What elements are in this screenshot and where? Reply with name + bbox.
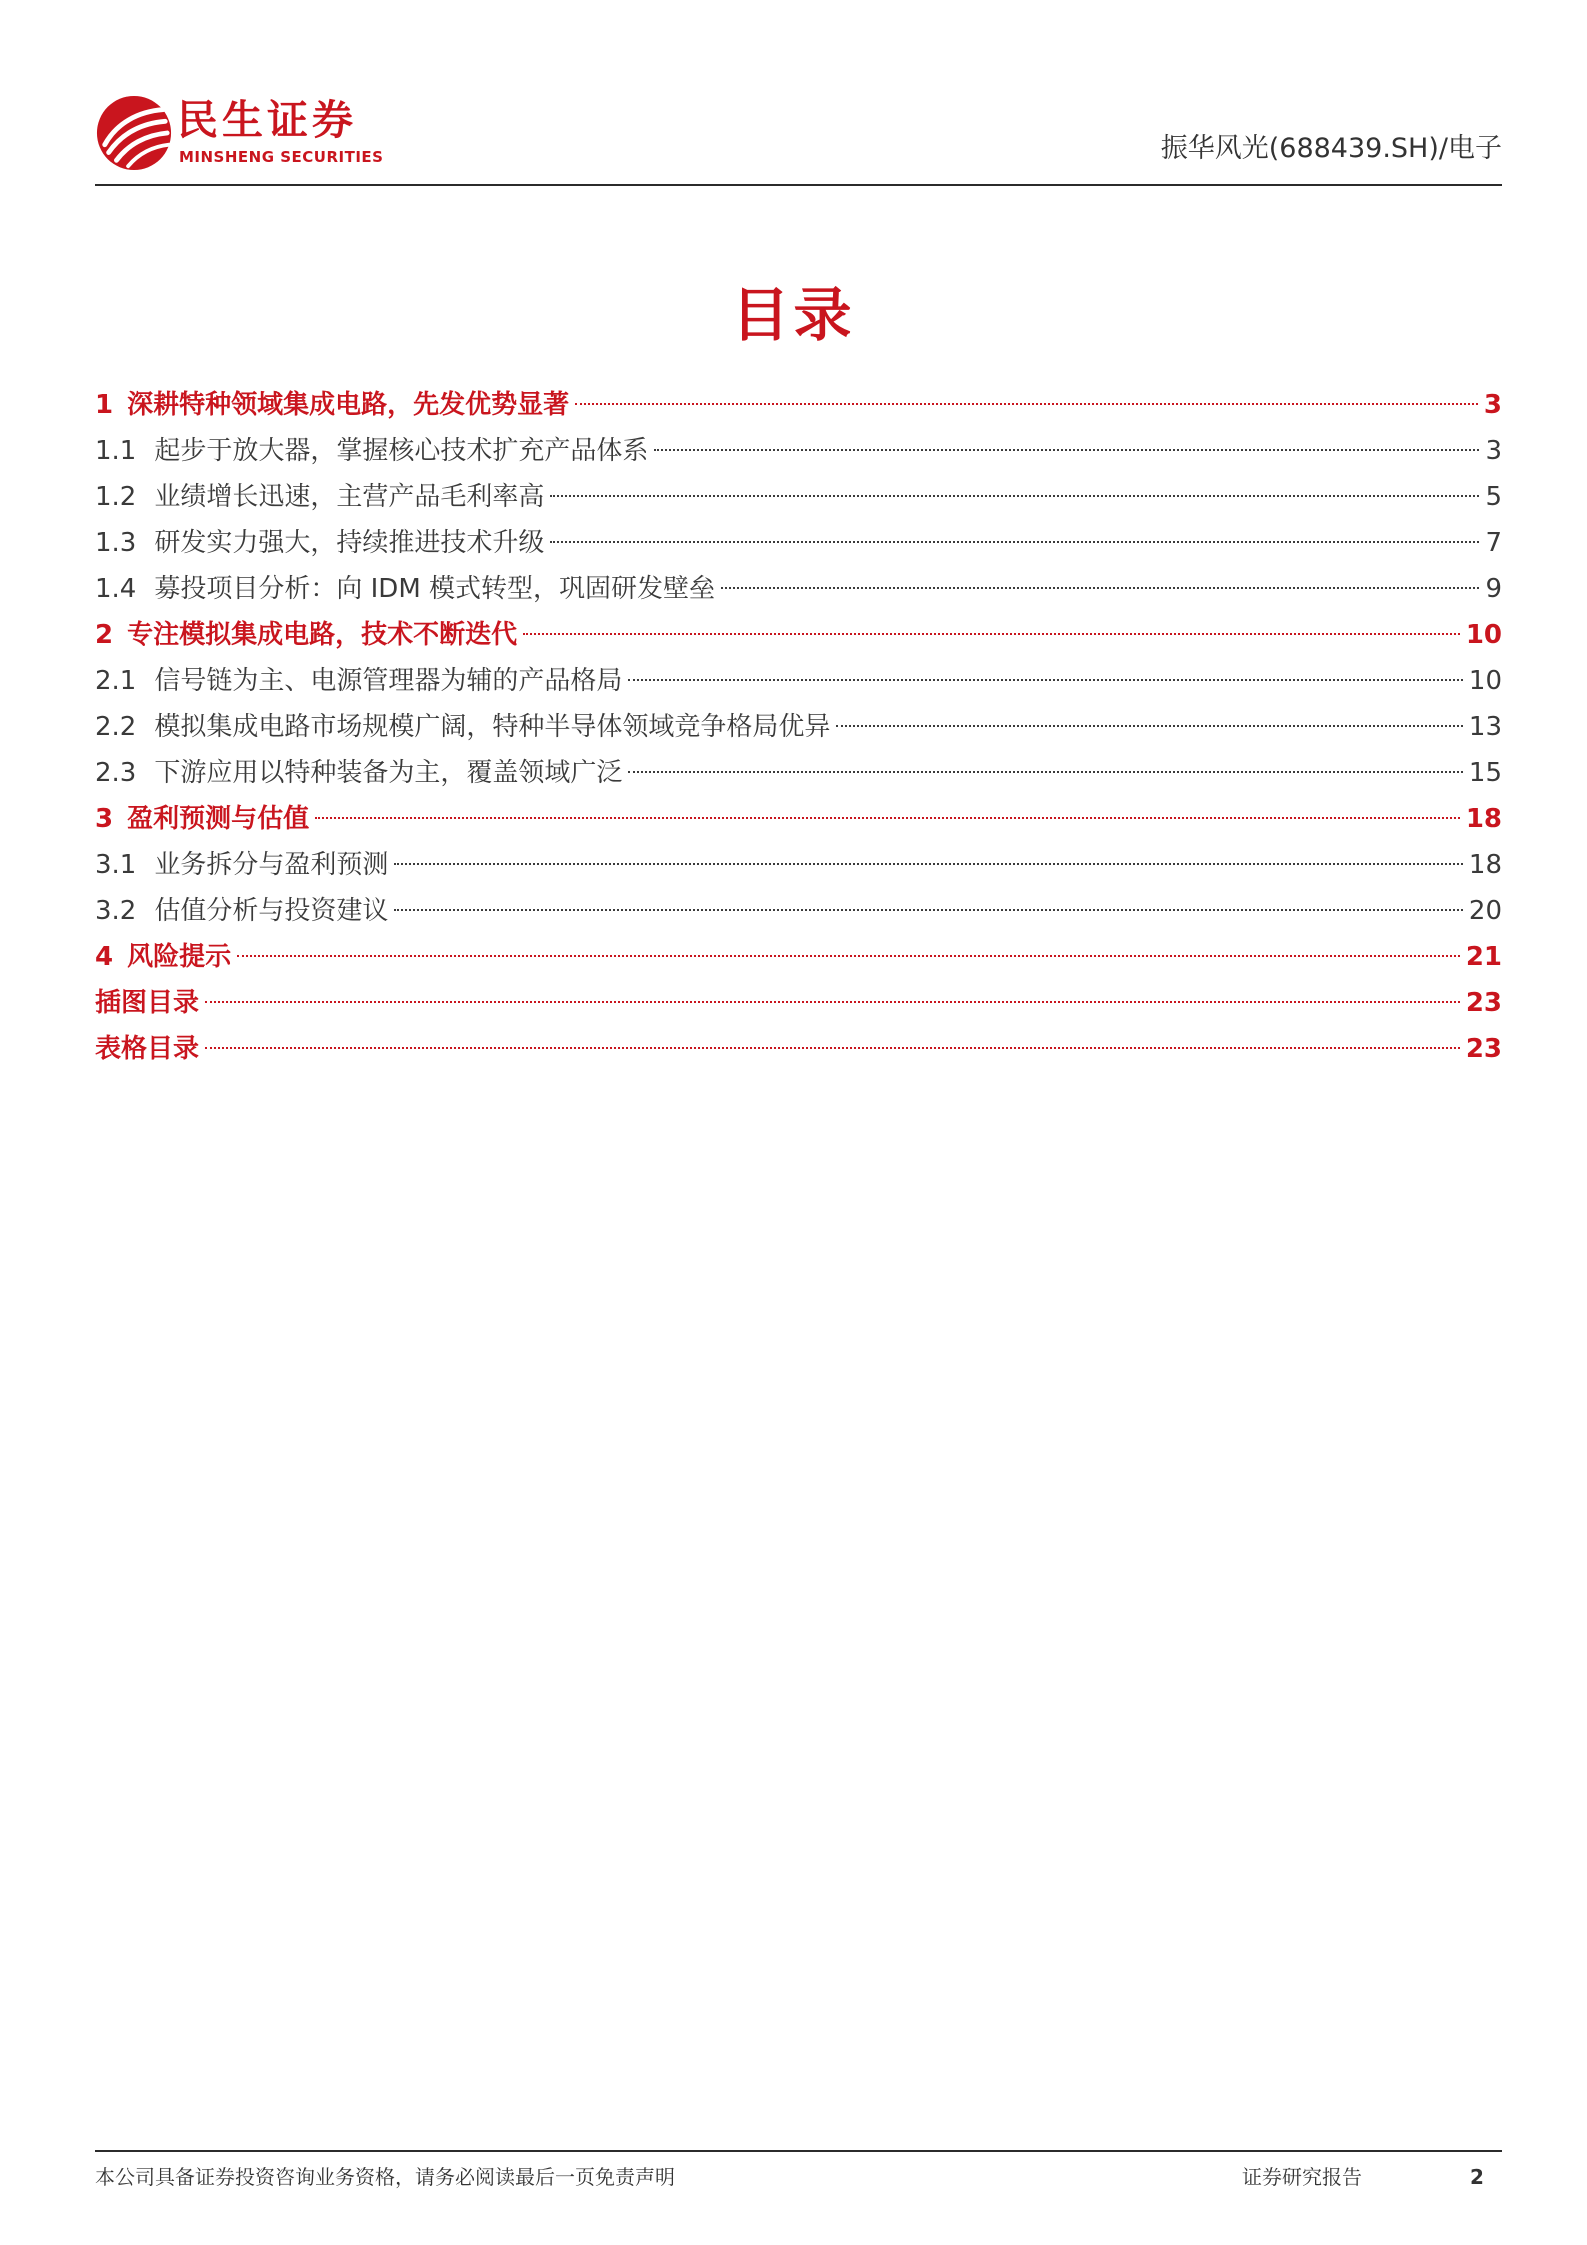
page-header — [95, 88, 1502, 184]
toc-entry-text: 模拟集成电路市场规模广阔，特种半导体领域竞争格局优异 — [154, 712, 831, 742]
toc-dot-leader — [394, 863, 1463, 865]
toc-entry-page[interactable]: 13 — [1468, 712, 1502, 742]
toc-dot-leader — [654, 449, 1479, 451]
toc-entry-page[interactable]: 7 — [1485, 528, 1502, 558]
toc-dot-leader — [205, 1001, 1460, 1003]
toc-entry-label[interactable] — [95, 566, 715, 612]
toc-entry[interactable] — [95, 980, 1502, 1026]
stock-label: 振华风光(688439.SH)/电子 — [1160, 133, 1502, 164]
logo-text-cn: 民生证券 — [177, 96, 357, 144]
footer-page-number: 2 — [1470, 2165, 1484, 2189]
toc-dot-leader — [237, 955, 1460, 957]
toc-entry-page[interactable]: 10 — [1465, 620, 1502, 650]
toc-entry-label[interactable] — [95, 474, 544, 520]
toc-entry-page[interactable]: 3 — [1485, 436, 1502, 466]
toc-entry-text: 募投项目分析：向 IDM 模式转型，巩固研发壁垒 — [154, 574, 716, 604]
toc-entry-label[interactable] — [95, 382, 569, 428]
toc-entry[interactable] — [95, 704, 1502, 750]
toc-entry-number: 2.2 — [95, 712, 137, 742]
toc-dot-leader — [628, 679, 1463, 681]
toc-entry-text: 深耕特种领域集成电路，先发优势显著 — [127, 390, 570, 420]
toc-dot-leader — [575, 403, 1478, 405]
toc-entry[interactable] — [95, 474, 1502, 520]
toc-entry-text: 下游应用以特种装备为主，覆盖领域广泛 — [154, 758, 623, 788]
toc-entry[interactable] — [95, 750, 1502, 796]
toc-entry-label[interactable] — [95, 842, 388, 888]
toc-entry-label[interactable] — [95, 980, 199, 1026]
toc-entry-text: 专注模拟集成电路，技术不断迭代 — [127, 620, 518, 650]
toc-entry-number: 1.4 — [95, 574, 137, 604]
toc-entry-label[interactable] — [95, 704, 830, 750]
toc-dot-leader — [550, 495, 1479, 497]
toc-entry-page[interactable]: 21 — [1465, 942, 1502, 972]
toc-dot-leader — [315, 817, 1460, 819]
toc-entry-label[interactable] — [95, 750, 622, 796]
toc-entry-page[interactable]: 15 — [1468, 758, 1502, 788]
toc-entry-page[interactable]: 18 — [1465, 804, 1502, 834]
header-divider — [95, 184, 1502, 186]
toc-entry[interactable] — [95, 888, 1502, 934]
toc-entry-number: 2.1 — [95, 666, 137, 696]
toc-entry-text: 风险提示 — [127, 942, 232, 972]
toc-entry-label[interactable] — [95, 612, 517, 658]
toc-entry-label[interactable] — [95, 796, 309, 842]
toc-entry-number: 3.2 — [95, 896, 137, 926]
toc-entry[interactable] — [95, 934, 1502, 980]
toc-entry-text: 起步于放大器，掌握核心技术扩充产品体系 — [154, 436, 649, 466]
toc-dot-leader — [721, 587, 1479, 589]
toc-entry[interactable] — [95, 612, 1502, 658]
toc-entry-label[interactable] — [95, 888, 388, 934]
footer-divider — [95, 2150, 1502, 2152]
toc-entry[interactable] — [95, 1026, 1502, 1072]
toc-entry[interactable] — [95, 520, 1502, 566]
toc-entry-number: 1 — [95, 390, 114, 420]
toc-dot-leader — [628, 771, 1463, 773]
toc-dot-leader — [205, 1047, 1460, 1049]
toc-entry[interactable] — [95, 428, 1502, 474]
toc-entry-label[interactable] — [95, 934, 231, 980]
toc-entry-label[interactable] — [95, 1026, 199, 1072]
toc-entry-label[interactable] — [95, 658, 622, 704]
footer-disclaimer: 本公司具备证券投资咨询业务资格，请务必阅读最后一页免责声明 — [95, 2165, 675, 2189]
table-of-contents — [95, 382, 1502, 1072]
toc-entry[interactable] — [95, 796, 1502, 842]
toc-entry[interactable] — [95, 842, 1502, 888]
toc-entry-text: 研发实力强大，持续推进技术升级 — [154, 528, 545, 558]
toc-entry-number: 2 — [95, 620, 114, 650]
toc-entry[interactable] — [95, 566, 1502, 612]
toc-entry-text: 表格目录 — [95, 1034, 200, 1064]
toc-entry-text: 估值分析与投资建议 — [154, 896, 389, 926]
toc-dot-leader — [394, 909, 1463, 911]
toc-dot-leader — [550, 541, 1479, 543]
toc-entry-number: 3 — [95, 804, 114, 834]
toc-entry-number: 1.1 — [95, 436, 137, 466]
toc-entry-page[interactable]: 23 — [1465, 988, 1502, 1018]
minsheng-logo-icon — [95, 94, 173, 172]
toc-entry-label[interactable] — [95, 428, 648, 474]
footer-report-type: 证券研究报告 — [1242, 2165, 1362, 2189]
toc-dot-leader — [523, 633, 1460, 635]
toc-entry-page[interactable]: 5 — [1485, 482, 1502, 512]
toc-entry-page[interactable]: 3 — [1483, 390, 1502, 420]
toc-entry-label[interactable] — [95, 520, 544, 566]
toc-entry-page[interactable]: 9 — [1485, 574, 1502, 604]
toc-entry-text: 信号链为主、电源管理器为辅的产品格局 — [154, 666, 623, 696]
toc-entry[interactable] — [95, 382, 1502, 428]
toc-entry-number: 3.1 — [95, 850, 137, 880]
toc-entry[interactable] — [95, 658, 1502, 704]
toc-entry-text: 业绩增长迅速，主营产品毛利率高 — [154, 482, 545, 512]
toc-entry-text: 盈利预测与估值 — [127, 804, 310, 834]
toc-entry-number: 1.3 — [95, 528, 137, 558]
logo-text-en: MINSHENG SECURITIES — [179, 148, 384, 166]
toc-entry-page[interactable]: 20 — [1468, 896, 1502, 926]
toc-entry-text: 业务拆分与盈利预测 — [154, 850, 389, 880]
toc-entry-page[interactable]: 18 — [1468, 850, 1502, 880]
toc-entry-text: 插图目录 — [95, 988, 200, 1018]
toc-entry-number: 1.2 — [95, 482, 137, 512]
toc-entry-page[interactable]: 10 — [1468, 666, 1502, 696]
toc-entry-number: 2.3 — [95, 758, 137, 788]
toc-dot-leader — [836, 725, 1463, 727]
toc-title: 目录 — [731, 281, 856, 349]
toc-entry-number: 4 — [95, 942, 114, 972]
toc-entry-page[interactable]: 23 — [1465, 1034, 1502, 1064]
